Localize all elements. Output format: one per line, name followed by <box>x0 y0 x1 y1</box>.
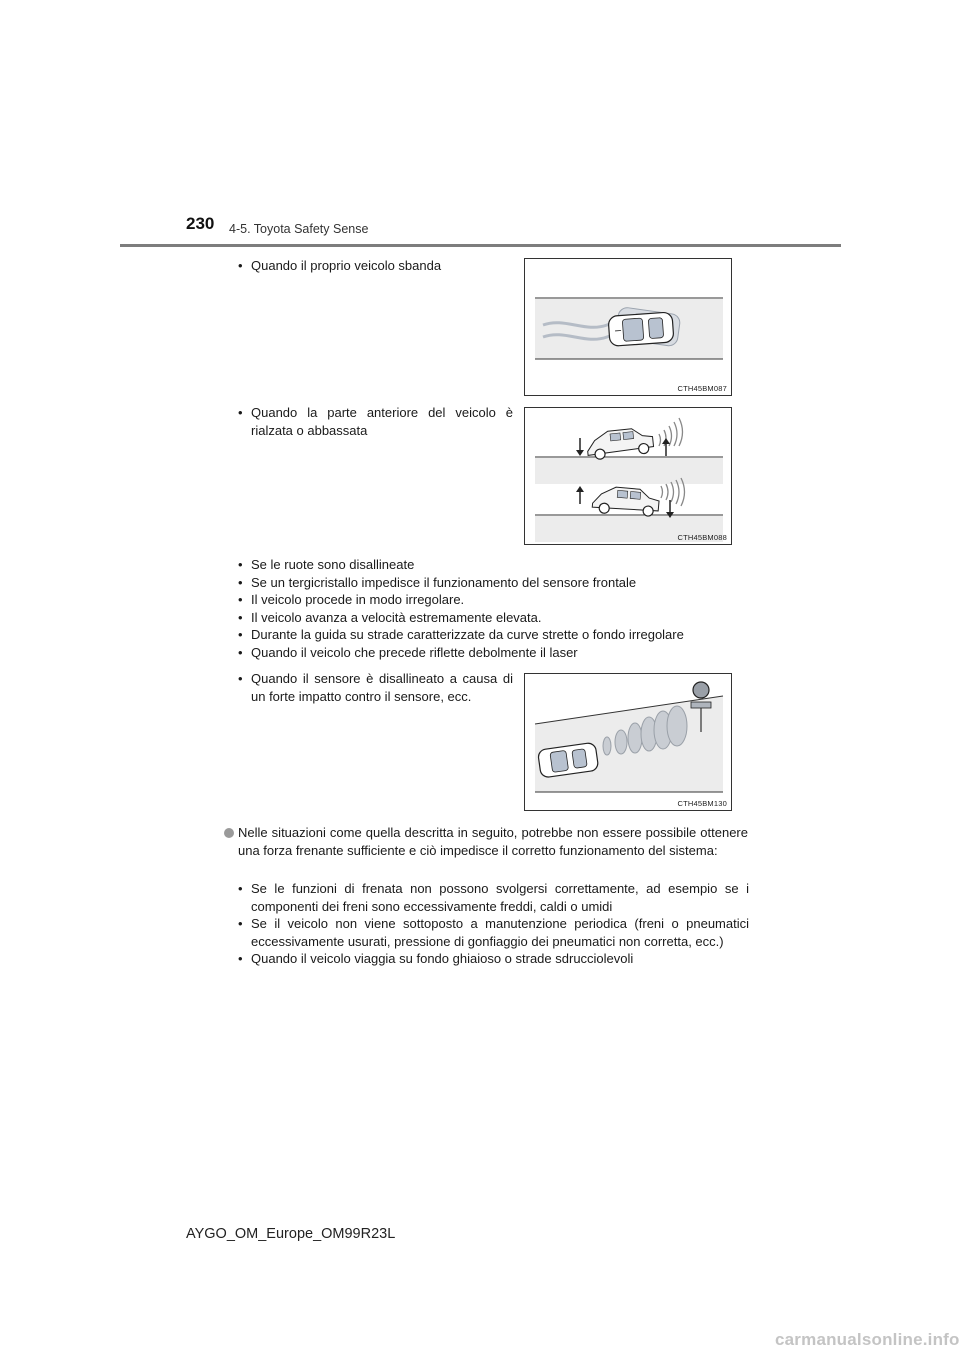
figure-vehicle-skid <box>524 258 732 396</box>
arrow-up-icon <box>662 438 670 456</box>
list-item-text: Quando il veicolo viaggia su fondo ghiaioso o strade sdrucciolevoli <box>251 951 634 966</box>
list-item <box>229 880 749 915</box>
list-item <box>229 950 749 968</box>
figure-sensor-misaligned <box>524 673 732 811</box>
arrow-up-icon <box>576 486 584 504</box>
figure-code: CTH45BM087 <box>677 384 727 393</box>
list-item-text: Il veicolo avanza a velocità estremamente elevata. <box>251 609 542 625</box>
skid-illustration <box>525 259 731 395</box>
note-paragraph <box>224 824 748 859</box>
car-icon <box>592 485 660 518</box>
list-item <box>229 915 749 950</box>
bullet-glyph: • <box>238 951 243 966</box>
figure-vehicle-pitch <box>524 407 732 545</box>
bullet-glyph: • <box>238 609 243 625</box>
bullet-text: Quando il sensore è disallineato a causa di un forte impatto contro il sensore, ecc. <box>251 671 513 704</box>
sign-icon <box>693 682 709 698</box>
bullet-text: Quando il proprio veicolo sbanda <box>251 258 442 273</box>
list-item-text: Quando il veicolo che precede riflette debolmente il laser <box>251 644 578 660</box>
figure-code: CTH45BM088 <box>677 533 727 542</box>
watermark: carmanualsonline.info <box>775 1330 960 1349</box>
list-item-text: Se le funzioni di frenata non possono svolgersi correttamente, ad esempio se i componenti dei freni sono eccessivamente freddi, caldi o umidi <box>251 881 749 914</box>
misaligned-illustration <box>525 674 731 810</box>
bullet-item-skid <box>229 257 513 275</box>
list-item-text: Se un tergicristallo impedisce il funzionamento del sensore frontale <box>251 574 637 590</box>
bullet-glyph: • <box>238 671 243 686</box>
note-bullet-icon <box>224 828 234 838</box>
bullet-glyph: • <box>238 258 243 273</box>
bullet-text: Quando la parte anteriore del veicolo è rialzata o abbassata <box>251 405 513 438</box>
bullet-glyph: • <box>238 557 243 572</box>
bullet-glyph: • <box>238 916 243 931</box>
list-item <box>229 556 749 574</box>
bullet-list-braking <box>229 880 749 968</box>
bullet-glyph: • <box>238 405 243 420</box>
list-item-text: Durante la guida su strade caratterizzate da curve strette o fondo irregolare <box>251 627 684 642</box>
bullet-item-sensor-misaligned <box>229 670 513 705</box>
bullet-glyph: • <box>238 627 243 642</box>
list-item-text: Il veicolo procede in modo irregolare. <box>251 592 465 607</box>
bullet-glyph: • <box>238 644 243 660</box>
arrow-down-icon <box>576 438 584 456</box>
bullet-glyph: • <box>238 592 243 607</box>
bullet-item-front-raised <box>229 404 513 439</box>
header-divider <box>120 244 841 247</box>
list-item <box>229 626 749 644</box>
radar-waves <box>659 418 683 446</box>
section-title: 4-5. Toyota Safety Sense <box>229 222 369 236</box>
bullet-list-conditions <box>229 556 749 661</box>
bullet-glyph: • <box>238 881 243 896</box>
car-icon <box>586 427 654 461</box>
list-item-text: Se il veicolo non viene sottoposto a manutenzione periodica (freni o pneumatici eccessivamente usurati, pressione di gonfiaggio dei pneumatici non corretta, ecc.) <box>251 916 749 949</box>
car-icon <box>608 312 674 346</box>
document-code: AYGO_OM_Europe_OM99R23L <box>186 1226 396 1242</box>
list-item <box>229 609 749 627</box>
note-text: Nelle situazioni come quella descritta in seguito, potrebbe non essere possibile ottenere una forza frenante sufficiente e ciò impedisce il corretto funzionamento del sistema: <box>238 825 748 858</box>
list-item-text: Se le ruote sono disallineate <box>251 557 415 572</box>
figure-code: CTH45BM130 <box>677 799 727 808</box>
list-item <box>229 644 749 662</box>
bullet-glyph: • <box>238 574 243 590</box>
list-item <box>229 574 749 592</box>
list-item <box>229 591 749 609</box>
pitch-illustration <box>525 408 731 544</box>
page-number: 230 <box>186 214 215 233</box>
